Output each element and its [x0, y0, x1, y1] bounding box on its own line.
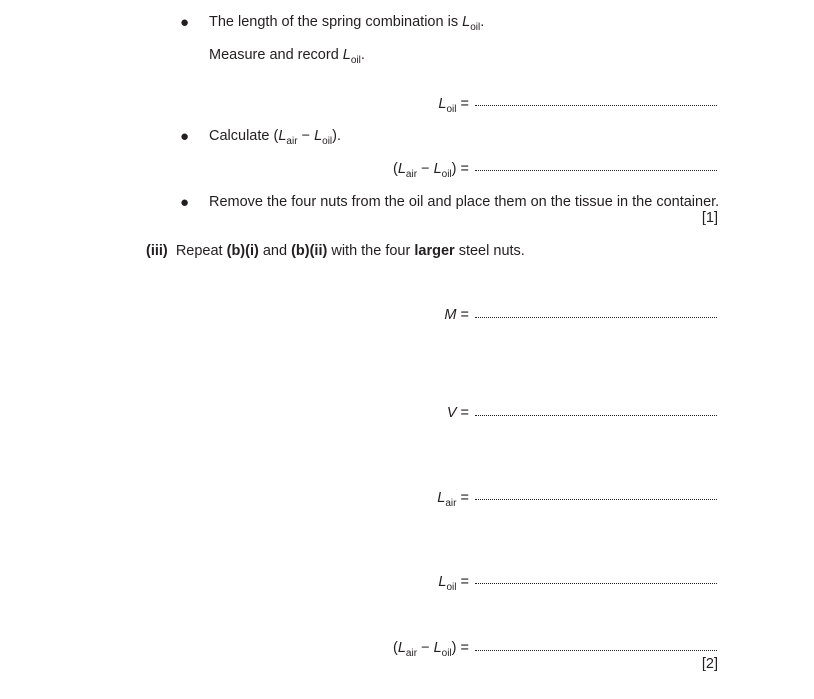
difference-label: $(L_{air} - L_{oil})$ = [392, 161, 469, 180]
l-oil-answer-line[interactable] [475, 105, 717, 106]
volume-label: V = [446, 405, 469, 421]
bullet-icon: ● [180, 14, 190, 31]
difference-label: $(L_{air} - L_{oil})$ = [392, 640, 469, 659]
mark-allocation: [2] [701, 656, 718, 672]
l-oil-label: $L_{oil}$ = [438, 96, 469, 115]
volume-answer-line[interactable] [475, 415, 717, 416]
mass-answer-line[interactable] [475, 317, 717, 318]
remove-instruction: Remove the four nuts from the oil and place them on the tissue in the container. [209, 194, 720, 210]
length-statement: The length of the spring combination is $L_{oil}$. [209, 14, 485, 33]
l-oil-label: $L_{oil}$ = [438, 574, 469, 593]
bullet-icon: ● [180, 194, 190, 211]
difference-answer-line[interactable] [475, 170, 717, 171]
measure-instruction: Measure and record $L_{oil}$. [209, 47, 365, 66]
difference-answer-line[interactable] [475, 650, 717, 651]
mark-allocation: [1] [701, 210, 718, 226]
mass-label: M = [444, 307, 469, 323]
part-iii-question: (iii) Repeat (b)(i) and (b)(ii) with the four larger steel nuts. [146, 243, 525, 259]
l-air-answer-line[interactable] [475, 499, 717, 500]
bullet-icon: ● [180, 128, 190, 145]
part-number: (iii) [146, 243, 168, 259]
l-oil-answer-line[interactable] [475, 583, 717, 584]
calculate-instruction: Calculate $(L_{air} - L_{oil})$. [209, 128, 342, 147]
l-air-label: $L_{air}$ = [437, 490, 469, 509]
